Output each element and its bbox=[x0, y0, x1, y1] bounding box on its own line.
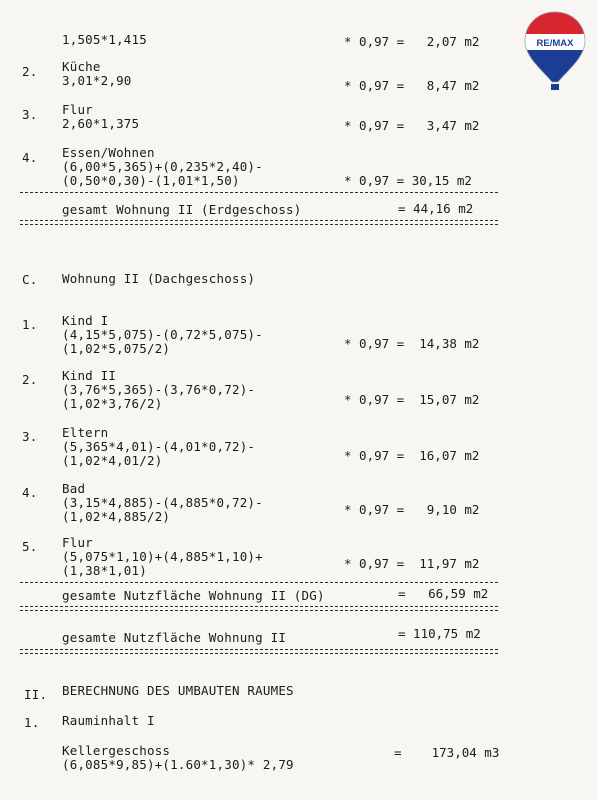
item-number: 3. bbox=[22, 107, 38, 122]
room-formula: (5,075*1,10)+(4,885*1,10)+ bbox=[62, 549, 263, 564]
item-number: 3. bbox=[22, 429, 38, 444]
item-number: 1. bbox=[24, 715, 40, 730]
room-formula: (0,50*0,30)-(1,01*1,50) bbox=[62, 173, 240, 188]
room-formula: (3,15*4,885)-(4,885*0,72)- bbox=[62, 495, 263, 510]
room-result: * 0,97 = 15,07 m2 bbox=[344, 392, 480, 407]
item-number: 4. bbox=[22, 485, 38, 500]
room-formula: (1,02*5,075/2) bbox=[62, 341, 171, 356]
total-label: gesamte Nutzfläche Wohnung II (DG) bbox=[62, 588, 325, 603]
room-formula: (3,76*5,365)-(3,76*0,72)- bbox=[62, 382, 256, 397]
room-result: = 173,04 m3 bbox=[394, 745, 500, 760]
section-number: II. bbox=[24, 687, 48, 702]
room-result: * 0,97 = 14,38 m2 bbox=[344, 336, 480, 351]
grand-total-label: gesamte Nutzfläche Wohnung II bbox=[62, 630, 287, 645]
room-name: Flur bbox=[62, 535, 93, 550]
double-separator bbox=[20, 649, 498, 654]
room-name: Kind I bbox=[62, 313, 109, 328]
section-title: Wohnung II (Dachgeschoss) bbox=[62, 271, 256, 286]
remax-balloon-logo bbox=[522, 10, 588, 92]
top-entry-formula: 1,505*1,415 bbox=[62, 32, 147, 47]
room-result: * 0,97 = 11,97 m2 bbox=[344, 556, 480, 571]
room-formula: (1,02*4,885/2) bbox=[62, 509, 171, 524]
room-formula: 2,60*1,375 bbox=[62, 116, 140, 131]
room-formula: (4,15*5,075)-(0,72*5,075)- bbox=[62, 327, 263, 342]
room-name: Kind II bbox=[62, 368, 117, 383]
room-name: Küche bbox=[62, 59, 101, 74]
separator-line bbox=[20, 192, 498, 193]
total-value: = 66,59 m2 bbox=[398, 586, 489, 601]
room-name: Flur bbox=[62, 102, 93, 117]
room-name: Essen/Wohnen bbox=[62, 145, 155, 160]
room-name: Bad bbox=[62, 481, 86, 496]
room-result: * 0,97 = 3,47 m2 bbox=[344, 118, 480, 133]
item-number: 5. bbox=[22, 539, 38, 554]
item-number: 4. bbox=[22, 150, 38, 165]
item-number: 2. bbox=[22, 372, 38, 387]
total-value: = 44,16 m2 bbox=[398, 201, 474, 216]
room-formula: (5,365*4,01)-(4,01*0,72)- bbox=[62, 439, 256, 454]
room-formula: (6,085*9,85)+(1.60*1,30)* 2,79 bbox=[62, 757, 294, 772]
subsection-title: Rauminhalt I bbox=[62, 713, 155, 728]
room-formula: 3,01*2,90 bbox=[62, 73, 132, 88]
separator-line bbox=[20, 582, 498, 583]
room-formula: (1,38*1,01) bbox=[62, 563, 147, 578]
room-formula: (1,02*3,76/2) bbox=[62, 396, 163, 411]
room-result: * 0,97 = 8,47 m2 bbox=[344, 78, 480, 93]
room-name: Kellergeschoss bbox=[62, 743, 171, 758]
double-separator bbox=[20, 220, 498, 225]
room-name: Eltern bbox=[62, 425, 109, 440]
room-formula: (1,02*4,01/2) bbox=[62, 453, 163, 468]
total-label: gesamt Wohnung II (Erdgeschoss) bbox=[62, 202, 302, 217]
grand-total-value: = 110,75 m2 bbox=[398, 626, 481, 641]
section-title: BERECHNUNG DES UMBAUTEN RAUMES bbox=[62, 683, 294, 698]
room-result: * 0,97 = 30,15 m2 bbox=[344, 173, 472, 188]
logo-text: RE/MAX bbox=[536, 38, 574, 49]
item-number: 1. bbox=[22, 317, 38, 332]
item-number: 2. bbox=[22, 64, 38, 79]
section-number: C. bbox=[22, 272, 38, 287]
room-result: * 0,97 = 16,07 m2 bbox=[344, 448, 480, 463]
room-result: * 0,97 = 9,10 m2 bbox=[344, 502, 480, 517]
top-entry-result: * 0,97 = 2,07 m2 bbox=[344, 34, 480, 49]
room-formula: (6,00*5,365)+(0,235*2,40)- bbox=[62, 159, 263, 174]
double-separator bbox=[20, 606, 498, 611]
